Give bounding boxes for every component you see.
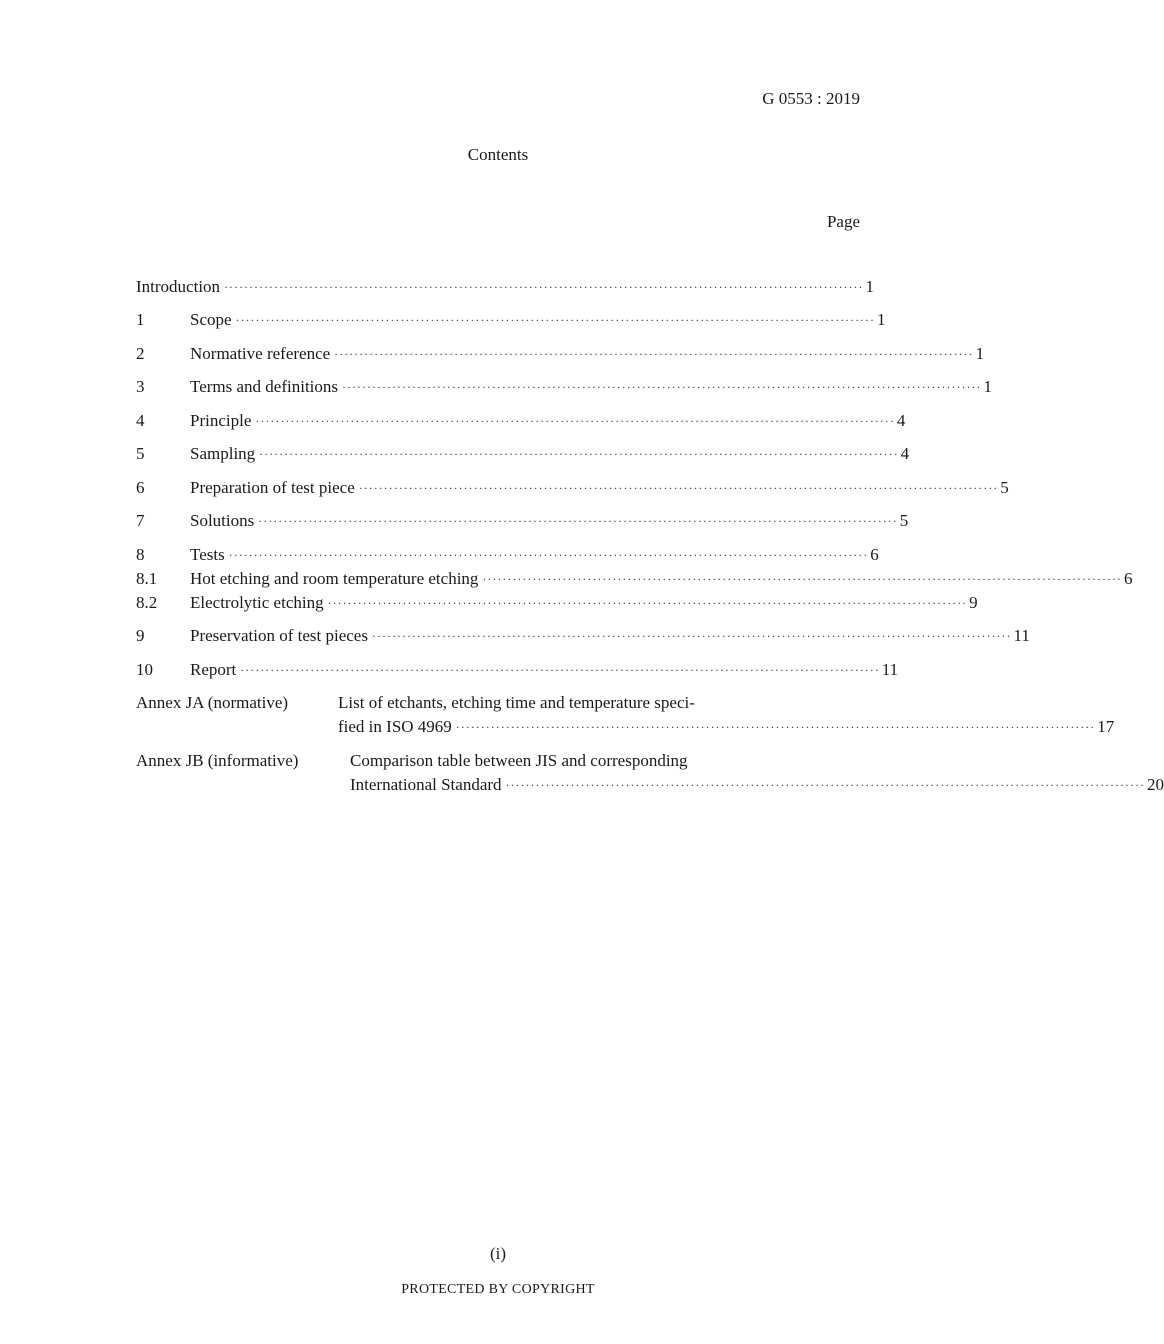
dot-leader: ································································································································	[342, 380, 982, 394]
dot-leader: ································································································································	[240, 663, 880, 677]
toc-entry-page: 5	[899, 511, 909, 530]
toc-entry[interactable]	[136, 626, 1030, 650]
toc-entry-page: 20	[1147, 775, 1164, 794]
toc-entry-number: 9	[136, 626, 145, 645]
annex-title-line1: Comparison table between JIS and corresponding	[350, 751, 688, 770]
toc-annex-ja-continuation[interactable]	[338, 717, 1115, 741]
toc-entry-label: Tests	[190, 545, 225, 564]
dot-leader: ································································································································	[371, 629, 1012, 643]
page-column-label: Page	[826, 212, 860, 231]
toc-entry-number: 1	[136, 310, 145, 329]
toc-entry[interactable]	[136, 660, 899, 684]
dot-leader: ································································································································	[334, 347, 974, 361]
toc-entry-page: 6	[870, 545, 879, 564]
toc-entry-label: Principle	[190, 411, 252, 430]
toc-entry-number: 8	[136, 545, 145, 564]
toc-annex-jb[interactable]	[136, 751, 841, 775]
toc-entry-introduction[interactable]	[136, 277, 875, 301]
toc-entry-number: 5	[136, 444, 145, 463]
dot-leader: ································································································································	[255, 414, 895, 428]
toc-entry-page: 1	[877, 310, 886, 329]
toc-entry-page: 5	[1000, 478, 1009, 497]
toc-subentry[interactable]	[136, 593, 978, 617]
toc-entry[interactable]	[136, 377, 993, 401]
toc-entry-page: 1	[975, 344, 985, 363]
toc-entry-number: 8.2	[136, 593, 158, 612]
dot-leader: ································································································································	[455, 720, 1096, 734]
toc-annex-ja[interactable]	[136, 693, 841, 717]
toc-entry-page: 17	[1097, 717, 1115, 736]
toc-entry-label: Introduction	[136, 277, 221, 296]
toc-entry-page: 11	[881, 660, 899, 679]
toc-entry-number: 10	[136, 660, 153, 679]
toc-annex-jb-continuation[interactable]	[350, 775, 1164, 799]
toc-entry-number: 3	[136, 377, 145, 396]
toc-entry-page: 1	[865, 277, 875, 296]
dot-leader: ································································································································	[505, 778, 1146, 792]
dot-leader: ································································································································	[358, 481, 999, 495]
annex-title-line1: List of etchants, etching time and temperature speci-	[338, 693, 695, 712]
toc-entry-page: 11	[1013, 626, 1030, 645]
dot-leader: ································································································································	[235, 313, 876, 327]
footer-page-number: (i)	[489, 1244, 507, 1263]
toc-entry[interactable]	[136, 444, 910, 468]
toc-entry[interactable]	[136, 411, 906, 435]
toc-entry[interactable]	[136, 478, 1009, 502]
document-number: G 0553 : 2019	[762, 89, 860, 108]
toc-entry-label: Solutions	[190, 511, 255, 530]
annex-title-line2: International Standard	[350, 775, 502, 794]
annex-label: Annex JA (normative)	[136, 693, 289, 712]
toc-entry-label: Normative reference	[190, 344, 331, 363]
toc-entry[interactable]	[136, 545, 879, 569]
dot-leader: ································································································································	[258, 514, 898, 528]
dot-leader: ································································································································	[224, 280, 864, 294]
toc-entry-label: Preparation of test piece	[190, 478, 355, 497]
toc-subentry[interactable]	[136, 569, 1133, 593]
dot-leader: ································································································································	[482, 572, 1122, 586]
toc-entry[interactable]	[136, 344, 985, 368]
toc-entry[interactable]	[136, 511, 909, 535]
toc-entry-number: 6	[136, 478, 145, 497]
toc-entry-page: 6	[1123, 569, 1133, 588]
toc-entry-page: 4	[900, 444, 910, 463]
annex-title-line2: fied in ISO 4969	[338, 717, 452, 736]
toc-entry-label: Scope	[190, 310, 232, 329]
toc-entry-page: 9	[969, 593, 978, 612]
page-title: Contents	[467, 145, 529, 164]
toc-entry-label: Electrolytic etching	[190, 593, 324, 612]
toc-entry-label: Report	[190, 660, 237, 679]
toc-entry-page: 1	[983, 377, 993, 396]
toc-entry-number: 8.1	[136, 569, 158, 588]
dot-leader: ································································································································	[327, 596, 968, 610]
toc-entry-number: 2	[136, 344, 145, 363]
toc-entry-label: Preservation of test pieces	[190, 626, 368, 645]
toc-entry-number: 7	[136, 511, 145, 530]
copyright-notice: PROTECTED BY COPYRIGHT	[401, 1282, 595, 1297]
toc-entry-number: 4	[136, 411, 145, 430]
toc-entry-label: Sampling	[190, 444, 256, 463]
toc-entry-label: Terms and definitions	[190, 377, 339, 396]
toc-entry[interactable]	[136, 310, 886, 334]
toc-entry-page: 4	[896, 411, 906, 430]
dot-leader: ································································································································	[228, 548, 869, 562]
dot-leader: ································································································································	[259, 447, 899, 461]
annex-label: Annex JB (informative)	[136, 751, 299, 770]
toc-entry-label: Hot etching and room temperature etching	[190, 569, 479, 588]
